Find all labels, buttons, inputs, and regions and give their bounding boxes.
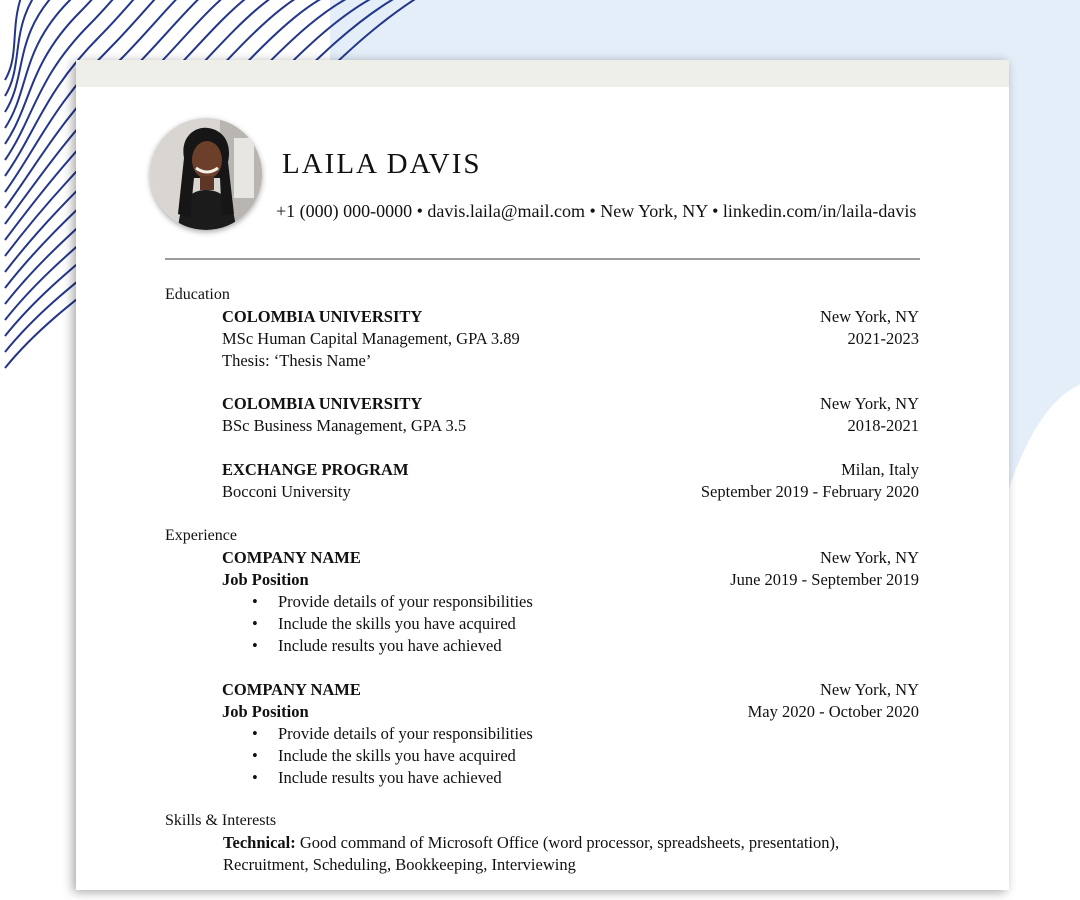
exp-1-bullet: • Include results you have achieved xyxy=(252,636,502,655)
section-heading-skills: Skills & Interests xyxy=(165,812,277,829)
edu-3-dates: September 2019 - February 2020 xyxy=(700,482,919,501)
bullet-dot-icon: • xyxy=(252,614,258,633)
edu-2-degree: BSc Business Management, GPA 3.5 xyxy=(222,416,467,435)
exp-1-position: Job Position xyxy=(222,570,309,589)
exp-1-dates: June 2019 - September 2019 xyxy=(730,570,919,589)
exp-1-bullet: • Include the skills you have acquired xyxy=(252,614,516,633)
edu-1-degree: MSc Human Capital Management, GPA 3.89 xyxy=(222,329,520,348)
exp-2-bullet: • Include the skills you have acquired xyxy=(252,746,516,765)
edu-3-org: EXCHANGE PROGRAM xyxy=(222,460,409,479)
bullet-dot-icon: • xyxy=(252,746,258,765)
exp-2-location: New York, NY xyxy=(819,680,919,699)
exp-2-dates: May 2020 - October 2020 xyxy=(747,702,919,721)
edu-1-location: New York, NY xyxy=(819,307,919,326)
exp-2-position: Job Position xyxy=(222,702,309,721)
page-top-band xyxy=(76,60,1009,87)
edu-3-location: Milan, Italy xyxy=(841,460,919,479)
bullet-dot-icon: • xyxy=(252,592,258,611)
skills-technical xyxy=(223,833,839,853)
bullet-dot-icon: • xyxy=(252,636,258,655)
edu-2-location: New York, NY xyxy=(819,394,919,413)
skills-technical-continued: Recruitment, Scheduling, Bookkeeping, Interviewing xyxy=(223,855,576,874)
skills-technical-label: Technical: xyxy=(223,833,296,852)
bullet-dot-icon: • xyxy=(252,724,258,743)
edu-1-thesis: Thesis: ‘Thesis Name’ xyxy=(222,351,372,370)
contact-line: +1 (000) 000-0000 • davis.laila@mail.com • New York, NY • linkedin.com/in/laila-davis xyxy=(276,201,917,221)
exp-2-bullet: • Include results you have achieved xyxy=(252,768,502,787)
candidate-name: LAILA DAVIS xyxy=(282,148,482,180)
edu-1-org: COLOMBIA UNIVERSITY xyxy=(222,307,423,326)
edu-3-school: Bocconi University xyxy=(222,482,351,501)
skills-technical-text: Good command of Microsoft Office (word processor, spreadsheets, presentation), xyxy=(299,833,840,852)
bullet-dot-icon: • xyxy=(252,768,258,787)
edu-1-dates: 2021-2023 xyxy=(847,329,919,348)
exp-1-location: New York, NY xyxy=(819,548,919,567)
edu-2-dates: 2018-2021 xyxy=(847,416,919,435)
exp-2-company: COMPANY NAME xyxy=(222,680,361,699)
profile-photo xyxy=(150,118,262,230)
exp-2-bullet: • Provide details of your responsibilities xyxy=(252,724,533,743)
exp-1-company: COMPANY NAME xyxy=(222,548,361,567)
section-heading-experience: Experience xyxy=(165,527,237,544)
section-heading-education: Education xyxy=(165,286,230,303)
exp-1-bullet: • Provide details of your responsibilities xyxy=(252,592,533,611)
header-divider xyxy=(165,258,920,260)
edu-2-org: COLOMBIA UNIVERSITY xyxy=(222,394,423,413)
resume-page xyxy=(76,60,1009,890)
